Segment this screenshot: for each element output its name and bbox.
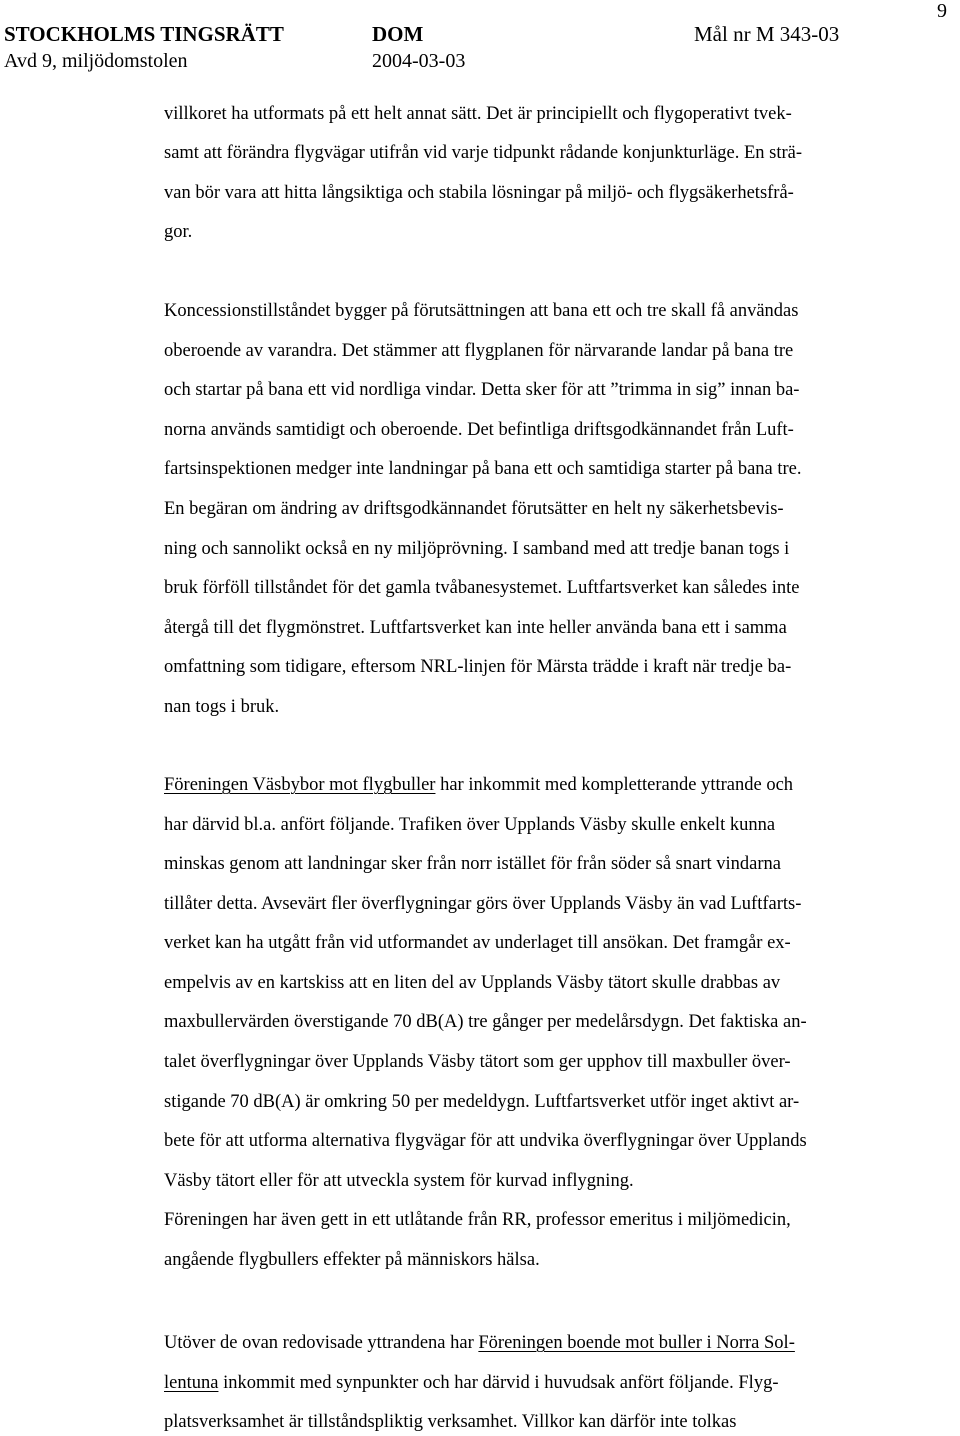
body-line: stigande 70 dB(A) är omkring 50 per medeldygn. Luftfartsverket utför inget aktivt ar-: [164, 1092, 800, 1112]
body-line: gor.: [164, 222, 193, 242]
body-line: platsverksamhet är tillståndspliktig verksamhet. Villkor kan därför inte tolkas: [164, 1412, 737, 1432]
organization-name: Föreningen boende mot buller i Norra Sol-: [478, 1333, 795, 1353]
body-line: omfattning som tidigare, eftersom NRL-linjen för Märsta trädde i kraft när tredje ba-: [164, 657, 792, 677]
body-line: Föreningen Väsbybor mot flygbuller har inkommit med kompletterande yttrande och: [164, 775, 794, 795]
body-line: oberoende av varandra. Det stämmer att flygplanen för närvarande landar på bana tre: [164, 341, 794, 361]
document-date: 2004-03-03: [372, 50, 466, 72]
body-line: fartsinspektionen medger inte landningar på bana ett och samtidiga starter på bana tre.: [164, 459, 802, 479]
organization-name: Föreningen Väsbybor mot flygbuller: [164, 775, 436, 795]
body-line: villkoret ha utformats på ett helt annat sätt. Det är principiellt och flygoperativt tvek-: [164, 104, 792, 124]
body-line: Väsby tätort eller för att utveckla system för kurvad inflygning.: [164, 1171, 634, 1191]
body-line: norna används samtidigt och oberoende. Det befintliga driftsgodkännandet från Luft-: [164, 420, 794, 440]
body-line: Föreningen har även gett in ett utlåtande från RR, professor emeritus i miljömedicin,: [164, 1210, 791, 1230]
court-name: STOCKHOLMS TINGSRÄTT: [4, 22, 284, 46]
page-number: 9: [937, 0, 947, 22]
body-line: Koncessionstillståndet bygger på förutsättningen att bana ett och tre skall få användas: [164, 301, 799, 321]
body-line: och startar på bana ett vid nordliga vindar. Detta sker för att ”trimma in sig” innan ba-: [164, 380, 800, 400]
body-line: har därvid bl.a. anfört följande. Trafiken över Upplands Väsby skulle enkelt kunna: [164, 815, 776, 835]
body-line: bruk förföll tillståndet för det gamla tvåbanesystemet. Luftfartsverket kan således inte: [164, 578, 800, 598]
case-number: Mål nr M 343-03: [694, 22, 840, 46]
body-line: verket kan ha utgått från vid utformandet av underlaget till ansökan. Det framgår ex-: [164, 933, 791, 953]
body-line: Utöver de ovan redovisade yttrandena har Föreningen boende mot buller i Norra Sol-: [164, 1333, 795, 1353]
body-line: empelvis av en kartskiss att en liten del av Upplands Väsby tätort skulle drabbas av: [164, 973, 781, 993]
document-type: DOM: [372, 22, 424, 46]
body-line: tillåter detta. Avsevärt fler överflygningar görs över Upplands Väsby än vad Luftfarts-: [164, 894, 802, 914]
body-line: ning och sannolikt också en ny miljöprövning. I samband med att tredje banan togs i: [164, 539, 790, 559]
department: Avd 9, miljödomstolen: [4, 50, 188, 72]
body-line: minskas genom att landningar sker från norr istället för från söder så snart vindarna: [164, 854, 781, 874]
body-line: nan togs i bruk.: [164, 697, 280, 717]
body-line: samt att förändra flygvägar utifrån vid varje tidpunkt rådande konjunkturläge. En strä-: [164, 143, 803, 163]
body-line: bete för att utforma alternativa flygvägar för att undvika överflygningar över Upplands: [164, 1131, 807, 1151]
body-line: återgå till det flygmönstret. Luftfartsverket kan inte heller använda bana ett i samma: [164, 618, 787, 638]
body-line: maxbullervärden överstigande 70 dB(A) tre gånger per medelårsdygn. Det faktiska an-: [164, 1012, 807, 1032]
organization-name: lentuna: [164, 1373, 219, 1393]
body-line: angående flygbullers effekter på människors hälsa.: [164, 1250, 540, 1270]
body-line: lentuna inkommit med synpunkter och har därvid i huvudsak anfört följande. Flyg-: [164, 1373, 779, 1393]
body-line: talet överflygningar över Upplands Väsby tätort som ger upphov till maxbuller över-: [164, 1052, 791, 1072]
body-line: van bör vara att hitta långsiktiga och stabila lösningar på miljö- och flygsäkerhetsfrå-: [164, 183, 794, 203]
body-line: En begäran om ändring av driftsgodkännandet förutsätter en helt ny säkerhetsbevis-: [164, 499, 784, 519]
